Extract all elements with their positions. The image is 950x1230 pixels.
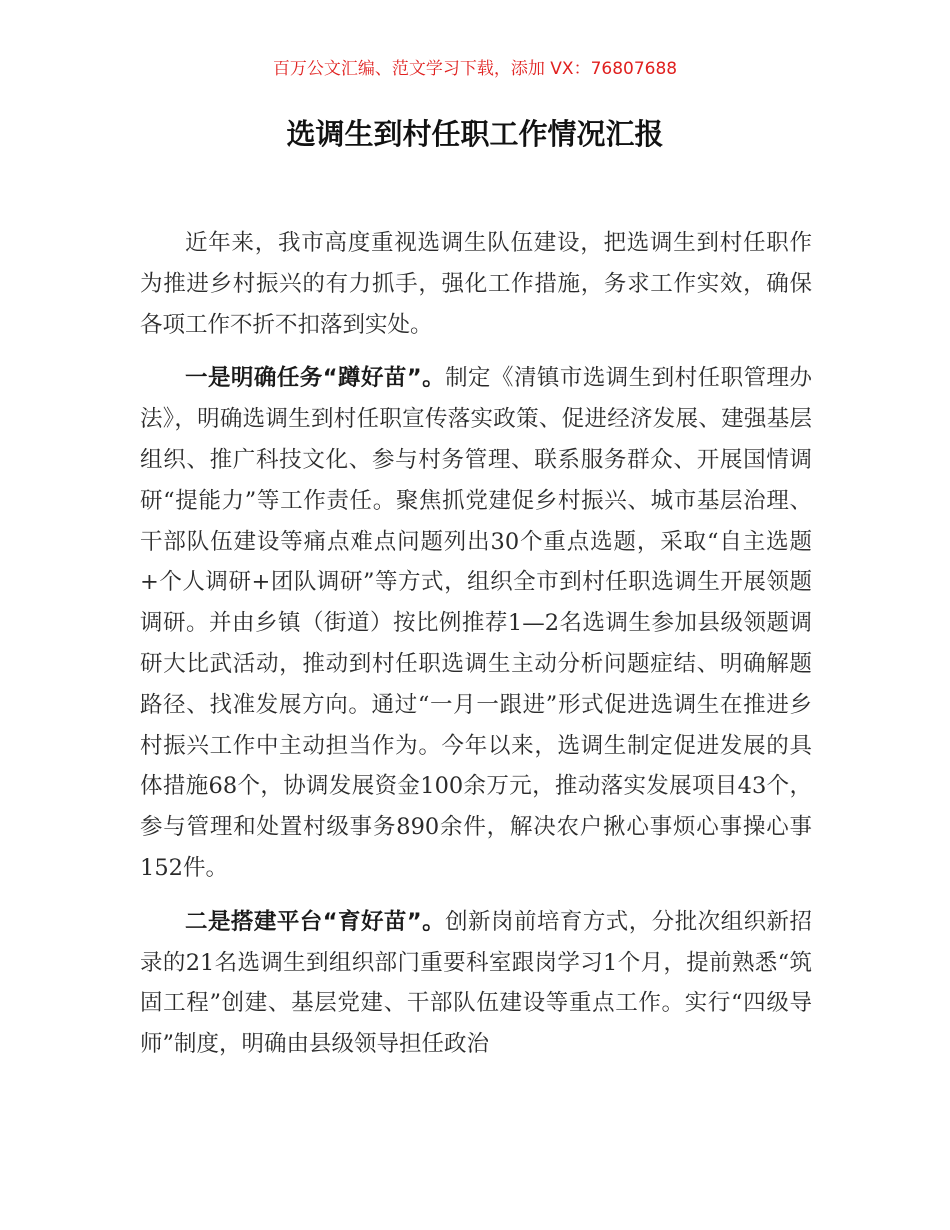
- watermark-banner: 百万公文汇编、范文学习下载，添加 VX：76807688: [272, 59, 678, 79]
- paragraph-section-1: [140, 358, 812, 888]
- paragraph-text: 制定《清镇市选调生到村任职管理办法》，明确选调生到村任职宣传落实政策、促进经济发展、建强基层组织、推广科技文化、参与村务管理、联系服务群众、开展国情调研“提能力”等工作责任。聚焦抓党建促乡村振兴、城市基层治理、干部队伍建设等痛点难点问题列出30个重点选题，采取“自主选题+个人调研+团队调研”等方式，组织全市到村任职选调生开展领题调研。并由乡镇（街道）按比例推荐1—2名选调生参加县级领题调研大比武活动，推动到村任职选调生主动分析问题症结、明确解题路径、找准发展方向。通过“一月一跟进”形式促进选调生在推进乡村振兴工作中主动担当作为。今年以来，选调生制定促进发展的具体措施68个，协调发展资金100余万元，推动落实发展项目43个，参与管理和处置村级事务890余件，解决农户揪心事烦心事操心事152件。: [140, 365, 812, 881]
- paragraph-section-2: [140, 902, 812, 1065]
- document-title: 选调生到村任职工作情况汇报: [286, 117, 664, 151]
- paragraph-text: 近年来，我市高度重视选调生队伍建设，把选调生到村任职作为推进乡村振兴的有力抓手，强化工作措施，务求工作实效，确保各项工作不折不扣落到实处。: [140, 230, 812, 338]
- section-heading: 一是明确任务“蹲好苗”。: [185, 365, 446, 392]
- paragraph-intro: [140, 223, 812, 345]
- section-heading: 二是搭建平台“育好苗”。: [185, 908, 446, 935]
- paragraph-text: 创新岗前培育方式，分批次组织新招录的21名选调生到组织部门重要科室跟岗学习1个月，提前熟悉“筑固工程”创建、基层党建、干部队伍建设等重点工作。实行“四级导师”制度，明确由县级领导担任政治: [140, 908, 812, 1058]
- document-body: [140, 223, 812, 1078]
